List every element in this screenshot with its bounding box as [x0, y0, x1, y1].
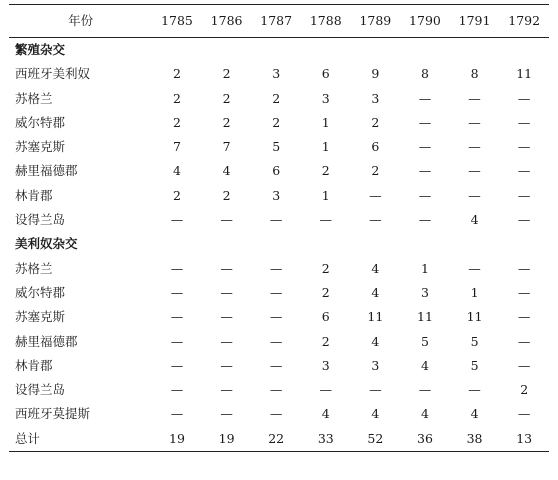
row-value: 5 [420, 333, 429, 349]
row-value: 7 [222, 139, 231, 155]
row-value: 2 [272, 90, 281, 106]
row-value: 3 [272, 66, 281, 82]
row-value: 4 [420, 357, 429, 373]
row-value: 3 [420, 284, 429, 300]
row-value: 2 [321, 163, 330, 179]
row-value: — [220, 406, 233, 422]
row-value: 2 [520, 382, 529, 398]
row-value: 2 [321, 260, 330, 276]
row-value: 2 [173, 114, 181, 130]
row-value: — [220, 284, 233, 300]
total-value: 22 [268, 430, 285, 446]
row-value: 9 [371, 66, 380, 82]
row-value: 5 [470, 333, 479, 349]
table-header [9, 5, 549, 38]
row-value: — [369, 212, 382, 228]
row-value: 1 [321, 114, 330, 130]
row-value: — [517, 260, 531, 276]
row-label: 林肯郡 [15, 357, 53, 373]
section-title: 繁殖杂交 [15, 42, 66, 57]
row-value: 2 [321, 333, 330, 349]
row-value: 5 [272, 139, 281, 155]
row-value: — [517, 212, 531, 228]
row-value: — [517, 357, 531, 373]
row-value: 4 [371, 284, 380, 300]
row-value: — [170, 406, 184, 422]
row-value: 4 [470, 406, 479, 422]
total-value: 52 [367, 430, 384, 446]
row-label: 威尔特郡 [15, 284, 66, 300]
table-row [9, 135, 549, 159]
row-value: — [418, 90, 432, 106]
row-value: — [468, 163, 481, 179]
row-value: — [517, 309, 531, 325]
total-value: 38 [466, 430, 483, 446]
row-value: — [220, 382, 233, 398]
row-value: — [468, 187, 481, 203]
header-year: 1790 [409, 13, 441, 28]
header-year: 1786 [210, 13, 243, 28]
row-value: 2 [222, 90, 231, 106]
row-value: — [517, 90, 531, 106]
row-value: — [269, 333, 283, 349]
row-label: 林肯郡 [15, 187, 53, 203]
row-value: — [517, 163, 531, 179]
row-label: 赫里福德郡 [15, 333, 78, 349]
row-value: — [170, 333, 184, 349]
row-value: 6 [321, 66, 330, 82]
row-label: 威尔特郡 [15, 114, 66, 130]
table-row [9, 87, 549, 111]
row-value: — [468, 260, 481, 276]
row-value: 3 [321, 90, 330, 106]
row-value: — [418, 212, 432, 228]
row-value: 6 [321, 309, 330, 325]
row-value: — [418, 187, 432, 203]
table-row [9, 62, 549, 86]
table-row [9, 257, 549, 281]
row-value: 11 [466, 309, 483, 325]
row-value: — [269, 357, 283, 373]
row-value: — [418, 163, 432, 179]
header-year: 1792 [508, 13, 541, 28]
row-value: — [468, 114, 481, 130]
row-label: 苏格兰 [15, 90, 53, 106]
row-label: 苏塞克斯 [15, 309, 66, 325]
total-value: 13 [516, 430, 533, 446]
row-value: — [418, 139, 432, 155]
row-value: — [517, 139, 531, 155]
header-year-label: 年份 [68, 13, 94, 28]
row-value: 1 [420, 260, 429, 276]
row-value: 1 [321, 187, 330, 203]
row-value: 2 [222, 114, 231, 130]
row-value: — [220, 212, 233, 228]
table-body [9, 38, 549, 452]
row-value: — [269, 382, 283, 398]
row-value: — [269, 284, 283, 300]
row-label: 赫里福德郡 [15, 163, 78, 179]
row-label: 西班牙莫提斯 [15, 406, 91, 422]
row-value: 6 [371, 139, 380, 155]
header-row [9, 5, 549, 38]
row-label: 西班牙美利奴 [15, 66, 91, 82]
row-value: 6 [272, 163, 281, 179]
table-row [9, 111, 549, 135]
header-year: 1785 [161, 13, 193, 28]
table-row [9, 281, 549, 305]
total-value: 33 [317, 430, 334, 446]
row-value: — [418, 382, 432, 398]
table-row [9, 305, 549, 329]
total-value: 36 [417, 430, 433, 446]
row-value: 2 [321, 284, 330, 300]
row-value: — [269, 406, 283, 422]
row-value: — [220, 309, 233, 325]
row-value: — [220, 357, 233, 373]
header-year: 1787 [260, 13, 293, 28]
table-row [9, 402, 549, 426]
row-value: — [468, 382, 481, 398]
row-value: 2 [371, 114, 380, 130]
table-row [9, 184, 549, 208]
row-value: — [369, 382, 382, 398]
row-value: 4 [420, 406, 429, 422]
table-row [9, 354, 549, 378]
row-value: — [220, 260, 233, 276]
row-value: 4 [222, 163, 231, 179]
row-value: — [517, 406, 531, 422]
row-value: 3 [272, 187, 281, 203]
row-value: 3 [321, 357, 330, 373]
row-value: — [170, 284, 184, 300]
row-value: 2 [173, 66, 181, 82]
row-value: 11 [516, 66, 533, 82]
row-value: 4 [371, 260, 380, 276]
table-row [9, 378, 549, 402]
row-value: — [517, 187, 531, 203]
row-value: 2 [222, 66, 231, 82]
row-value: 4 [470, 212, 479, 228]
row-value: — [170, 382, 184, 398]
section-heading-row [9, 232, 549, 256]
row-value: 4 [173, 163, 181, 179]
table-row [9, 159, 549, 183]
row-value: 2 [173, 187, 181, 203]
header-year: 1788 [309, 13, 342, 28]
row-value: 8 [470, 66, 479, 82]
row-value: 2 [371, 163, 380, 179]
row-value: — [170, 212, 184, 228]
row-value: — [319, 212, 333, 228]
row-value: — [517, 114, 531, 130]
row-value: — [517, 333, 531, 349]
total-row [9, 427, 549, 452]
table-row [9, 330, 549, 354]
row-value: 2 [272, 114, 281, 130]
row-value: 2 [173, 90, 181, 106]
table-row [9, 208, 549, 232]
total-value: 19 [169, 430, 185, 446]
header-year: 1789 [359, 13, 392, 28]
total-label: 总计 [15, 430, 41, 446]
row-value: 5 [470, 357, 479, 373]
row-label: 苏塞克斯 [15, 139, 66, 155]
row-value: 7 [173, 139, 181, 155]
row-value: — [468, 139, 481, 155]
row-value: — [269, 309, 283, 325]
row-value: 3 [371, 90, 380, 106]
row-value: — [170, 309, 184, 325]
header-year: 1791 [458, 13, 491, 28]
row-value: — [269, 212, 283, 228]
row-value: — [220, 333, 233, 349]
row-value: 11 [367, 309, 384, 325]
row-value: 8 [420, 66, 429, 82]
total-value: 19 [218, 430, 235, 446]
row-value: 2 [222, 187, 231, 203]
row-value: 11 [417, 309, 433, 325]
row-label: 设得兰岛 [15, 382, 66, 398]
row-label: 设得兰岛 [15, 212, 66, 228]
row-label: 苏格兰 [15, 260, 53, 276]
row-value: — [170, 260, 184, 276]
row-value: — [269, 260, 283, 276]
row-value: — [369, 187, 382, 203]
row-value: — [319, 382, 333, 398]
row-value: 4 [371, 406, 380, 422]
data-table [9, 4, 549, 452]
row-value: 1 [470, 284, 479, 300]
row-value: — [517, 284, 531, 300]
row-value: 4 [321, 406, 330, 422]
row-value: 1 [321, 139, 330, 155]
row-value: 3 [371, 357, 380, 373]
row-value: 4 [371, 333, 380, 349]
section-heading-row [9, 38, 549, 63]
row-value: — [468, 90, 481, 106]
section-title: 美利奴杂交 [15, 236, 78, 252]
row-value: — [170, 357, 184, 373]
row-value: — [418, 114, 432, 130]
